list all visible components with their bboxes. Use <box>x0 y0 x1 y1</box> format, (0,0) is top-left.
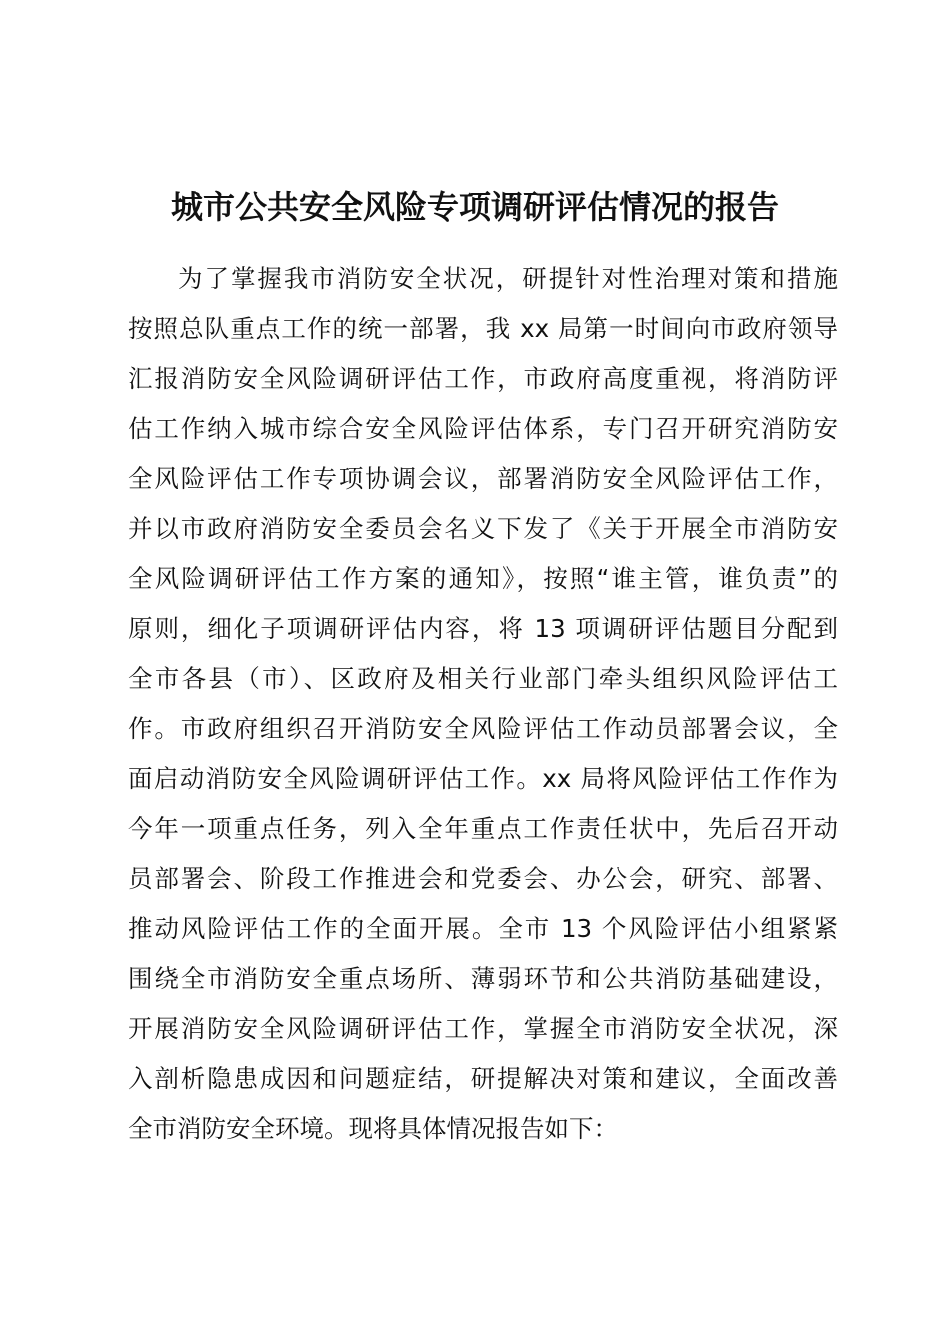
paragraph-line: 全市消防安全环境。现将具体情况报告如下： <box>128 1114 618 1143</box>
paragraph-line: 推动风险评估工作的全面开展。全市 13 个风险评估小组紧紧 <box>128 914 838 943</box>
paragraph-line: 按照总队重点工作的统一部署，我 xx 局第一时间向市政府领导 <box>128 314 838 343</box>
paragraph-line: 原则，细化子项调研评估内容，将 13 项调研评估题目分配到 <box>128 614 838 643</box>
paragraph-line: 并以市政府消防安全委员会名义下发了《关于开展全市消防安 <box>128 514 838 543</box>
paragraph-line: 汇报消防安全风险调研评估工作，市政府高度重视，将消防评 <box>128 364 838 393</box>
paragraph-line: 员部署会、阶段工作推进会和党委会、办公会，研究、部署、 <box>128 864 838 893</box>
document-title: 城市公共安全风险专项调研评估情况的报告 <box>170 188 779 226</box>
paragraph-line: 估工作纳入城市综合安全风险评估体系，专门召开研究消防安 <box>128 414 838 443</box>
paragraph-line: 为了掌握我市消防安全状况，研提针对性治理对策和措施 <box>178 264 838 293</box>
paragraph-line: 围绕全市消防安全重点场所、薄弱环节和公共消防基础建设， <box>128 964 838 993</box>
paragraph-line: 面启动消防安全风险调研评估工作。xx 局将风险评估工作作为 <box>128 764 838 793</box>
paragraph-line: 全风险评估工作专项协调会议，部署消防安全风险评估工作， <box>128 464 838 493</box>
paragraph-line: 作。市政府组织召开消防安全风险评估工作动员部署会议，全 <box>128 714 838 743</box>
body-paragraph <box>128 254 838 1154</box>
paragraph-line: 全市各县（市）、区政府及相关行业部门牵头组织风险评估工 <box>128 664 838 693</box>
paragraph-line: 全风险调研评估工作方案的通知》，按照“谁主管，谁负责”的 <box>128 564 838 593</box>
paragraph-line: 今年一项重点任务，列入全年重点工作责任状中，先后召开动 <box>128 814 838 843</box>
paragraph-line: 入剖析隐患成因和问题症结，研提解决对策和建议，全面改善 <box>128 1064 838 1093</box>
paragraph-line: 开展消防安全风险调研评估工作，掌握全市消防安全状况，深 <box>128 1014 838 1043</box>
